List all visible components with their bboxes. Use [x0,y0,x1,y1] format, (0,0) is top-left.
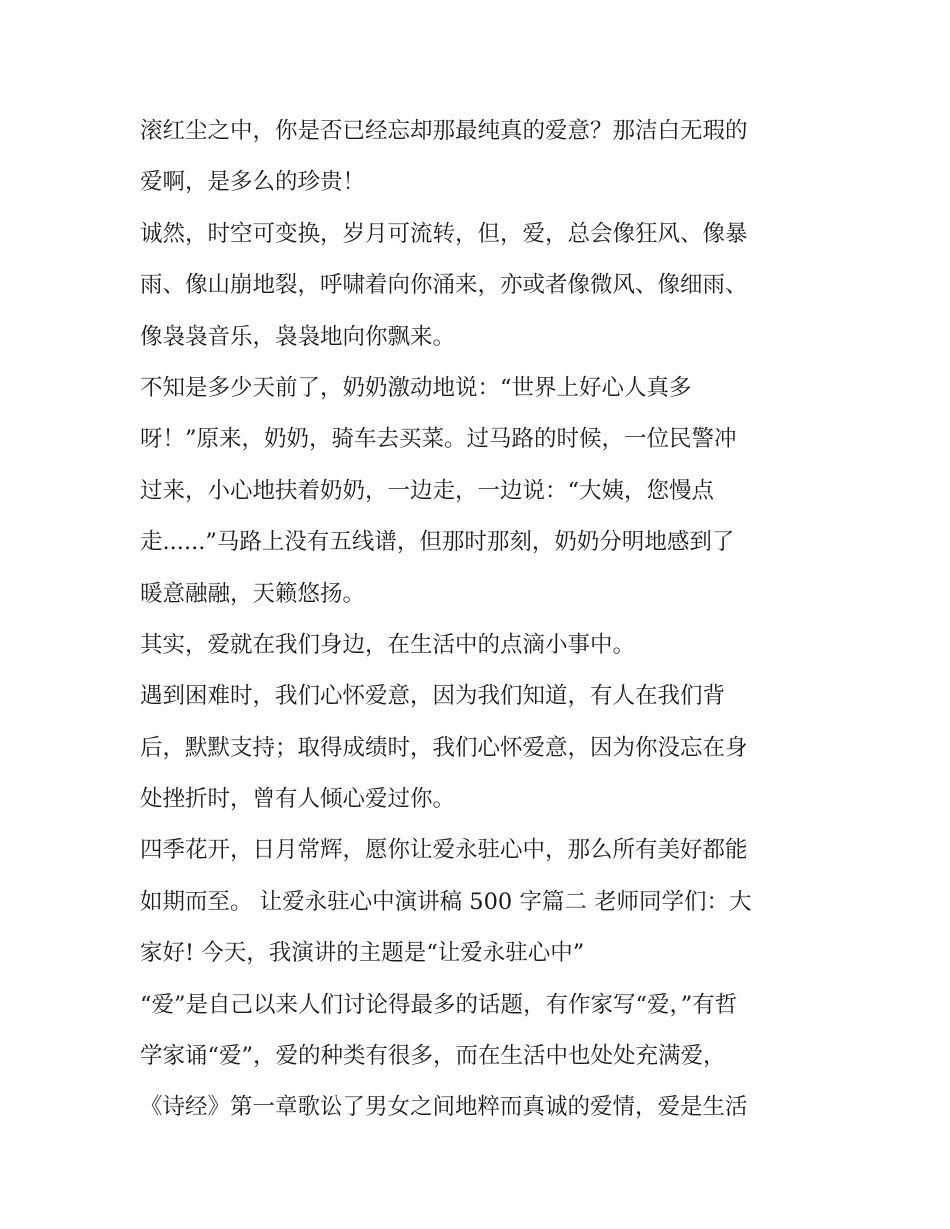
text-line: 家好! 今天，我演讲的主题是“让爱永驻心中” [140,940,585,967]
text-line: 过来，小心地扶着奶奶，一边走，一边说：“大姨，您慢点 [140,477,715,504]
text-line: 学家诵“爱”，爱的种类有很多，而在生活中也处处充满爱， [140,1043,726,1070]
text-line: 如期而至。 让爱永驻心中演讲稿 500 字篇二 老师同学们：大 [140,888,752,915]
text-line: 像袅袅音乐，袅袅地向你飘来。 [140,323,456,350]
text-line: 其实，爱就在我们身边，在生活中的点滴小事中。 [140,631,636,658]
text-line: 不知是多少天前了，奶奶激动地说：“世界上好心人真多 [140,374,692,401]
text-line: 走......”马路上没有五线谱，但那时那刻，奶奶分明地感到了 [140,529,735,556]
text-line: 诚然，时空可变换，岁月可流转，但，爱，总会像狂风、像暴 [140,220,748,247]
text-line: 处挫折时，曾有人倾心爱过你。 [140,786,456,813]
text-line: 暖意融融，天籁悠扬。 [140,580,366,607]
body-text [140,108,830,1136]
text-line: 后，默默支持；取得成绩时，我们心怀爱意，因为你没忘在身 [140,734,748,761]
text-line: “爱”是自己以来人们讨论得最多的话题，有作家写“爱，”有哲 [140,991,738,1018]
text-line: 四季花开，日月常辉，愿你让爱永驻心中，那么所有美好都能 [140,837,748,864]
text-line: 雨、像山崩地裂，呼啸着向你涌来，亦或者像微风、像细雨、 [140,272,748,299]
text-line: 爱啊，是多么的珍贵！ [140,169,366,196]
text-line: 遇到困难时，我们心怀爱意，因为我们知道，有人在我们背 [140,683,726,710]
text-line: 呀！”原来，奶奶，骑车去买菜。过马路的时候，一位民警冲 [140,426,737,453]
text-line: 《诗经》第一章歌讼了男女之间地粹而真诚的爱情，爱是生活 [140,1094,748,1121]
text-line: 滚红尘之中，你是否已经忘却那最纯真的爱意？那洁白无瑕的 [140,118,748,144]
